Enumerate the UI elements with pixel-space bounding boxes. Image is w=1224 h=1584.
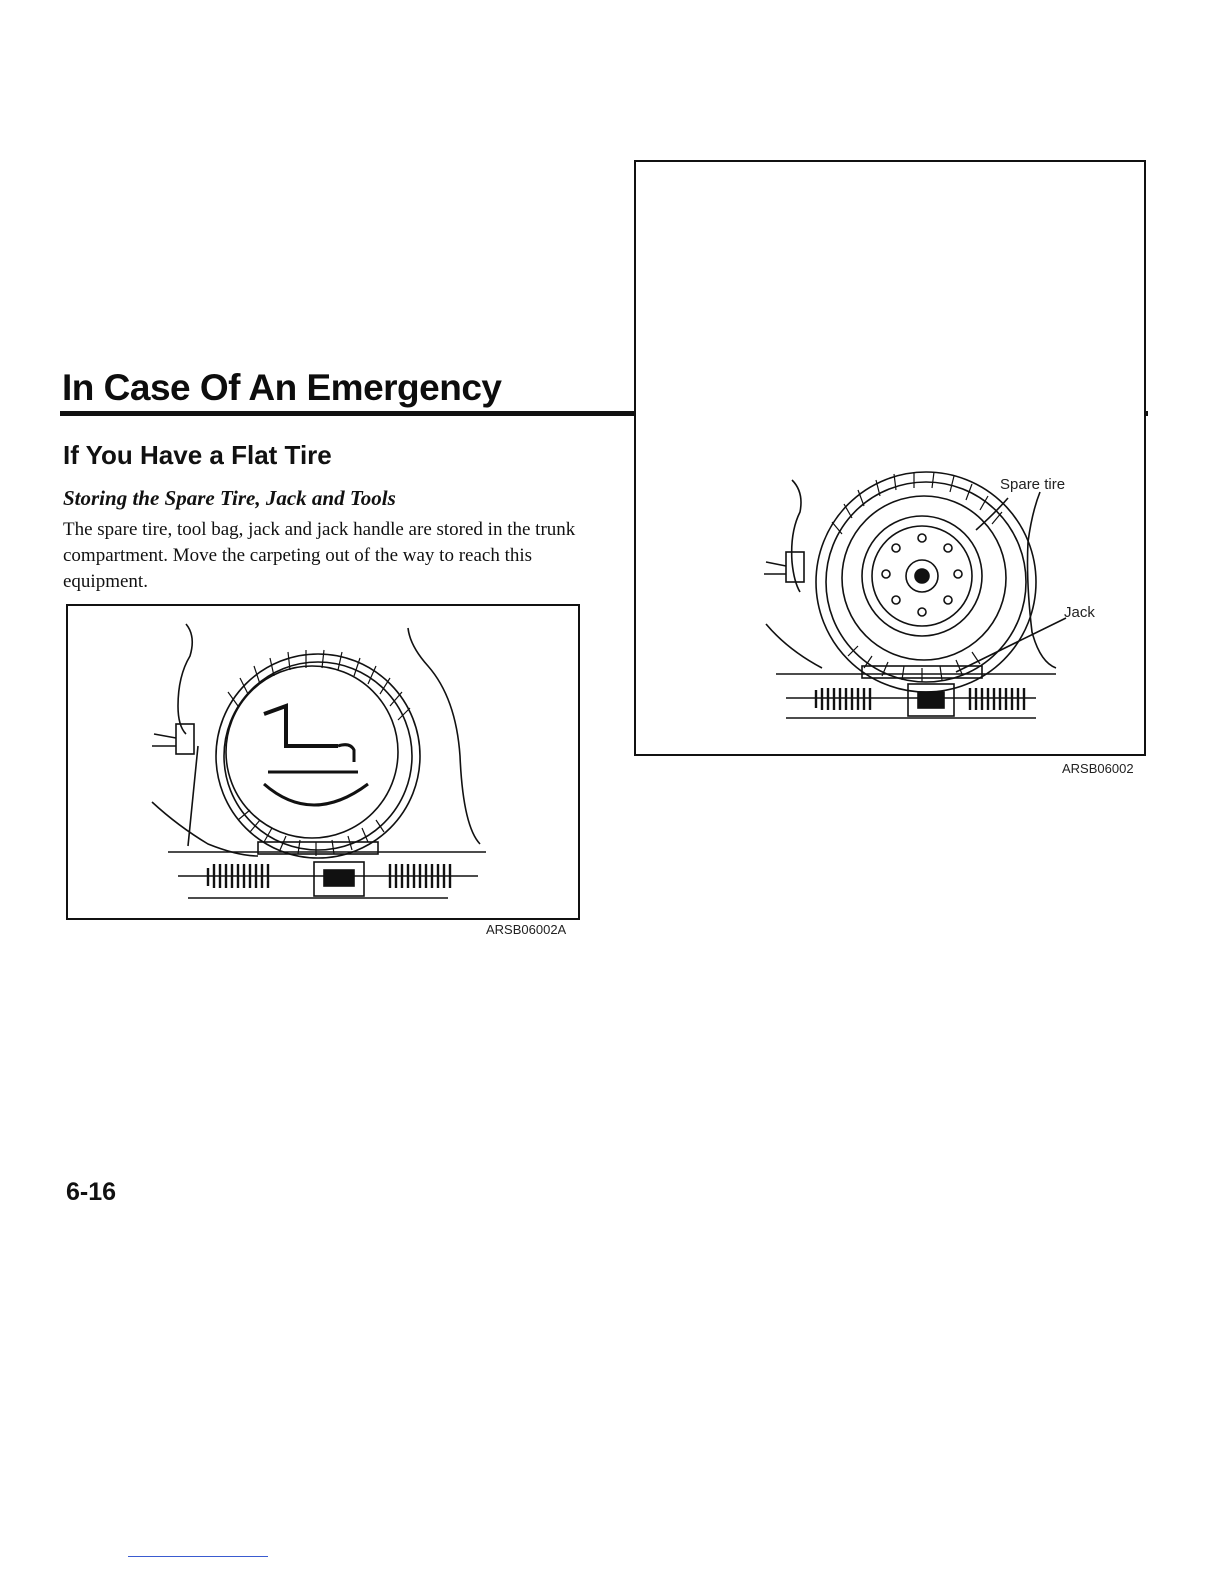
trunk-tool-bag-illustration <box>68 606 578 918</box>
footer-rule <box>128 1556 268 1557</box>
jack-label: Jack <box>1064 604 1095 621</box>
section-subheading: Storing the Spare Tire, Jack and Tools <box>63 486 396 510</box>
spare-tire-jack-illustration <box>636 162 1144 754</box>
figure-spare-tire-jack <box>634 160 1146 756</box>
figure-left-code: ARSB06002A <box>486 922 567 937</box>
figure-right-code: ARSB06002 <box>1062 761 1134 776</box>
section-heading: If You Have a Flat Tire <box>63 440 332 470</box>
section-paragraph: The spare tire, tool bag, jack and jack handle are stored in the trunk compartment. Move the carpeting out of the way to reach this equipment. <box>63 519 576 592</box>
chapter-title: In Case Of An Emergency <box>62 367 502 408</box>
figure-trunk-tool-bag <box>66 604 580 920</box>
page-number: 6-16 <box>66 1178 117 1206</box>
spare-tire-label: Spare tire <box>1000 476 1066 493</box>
